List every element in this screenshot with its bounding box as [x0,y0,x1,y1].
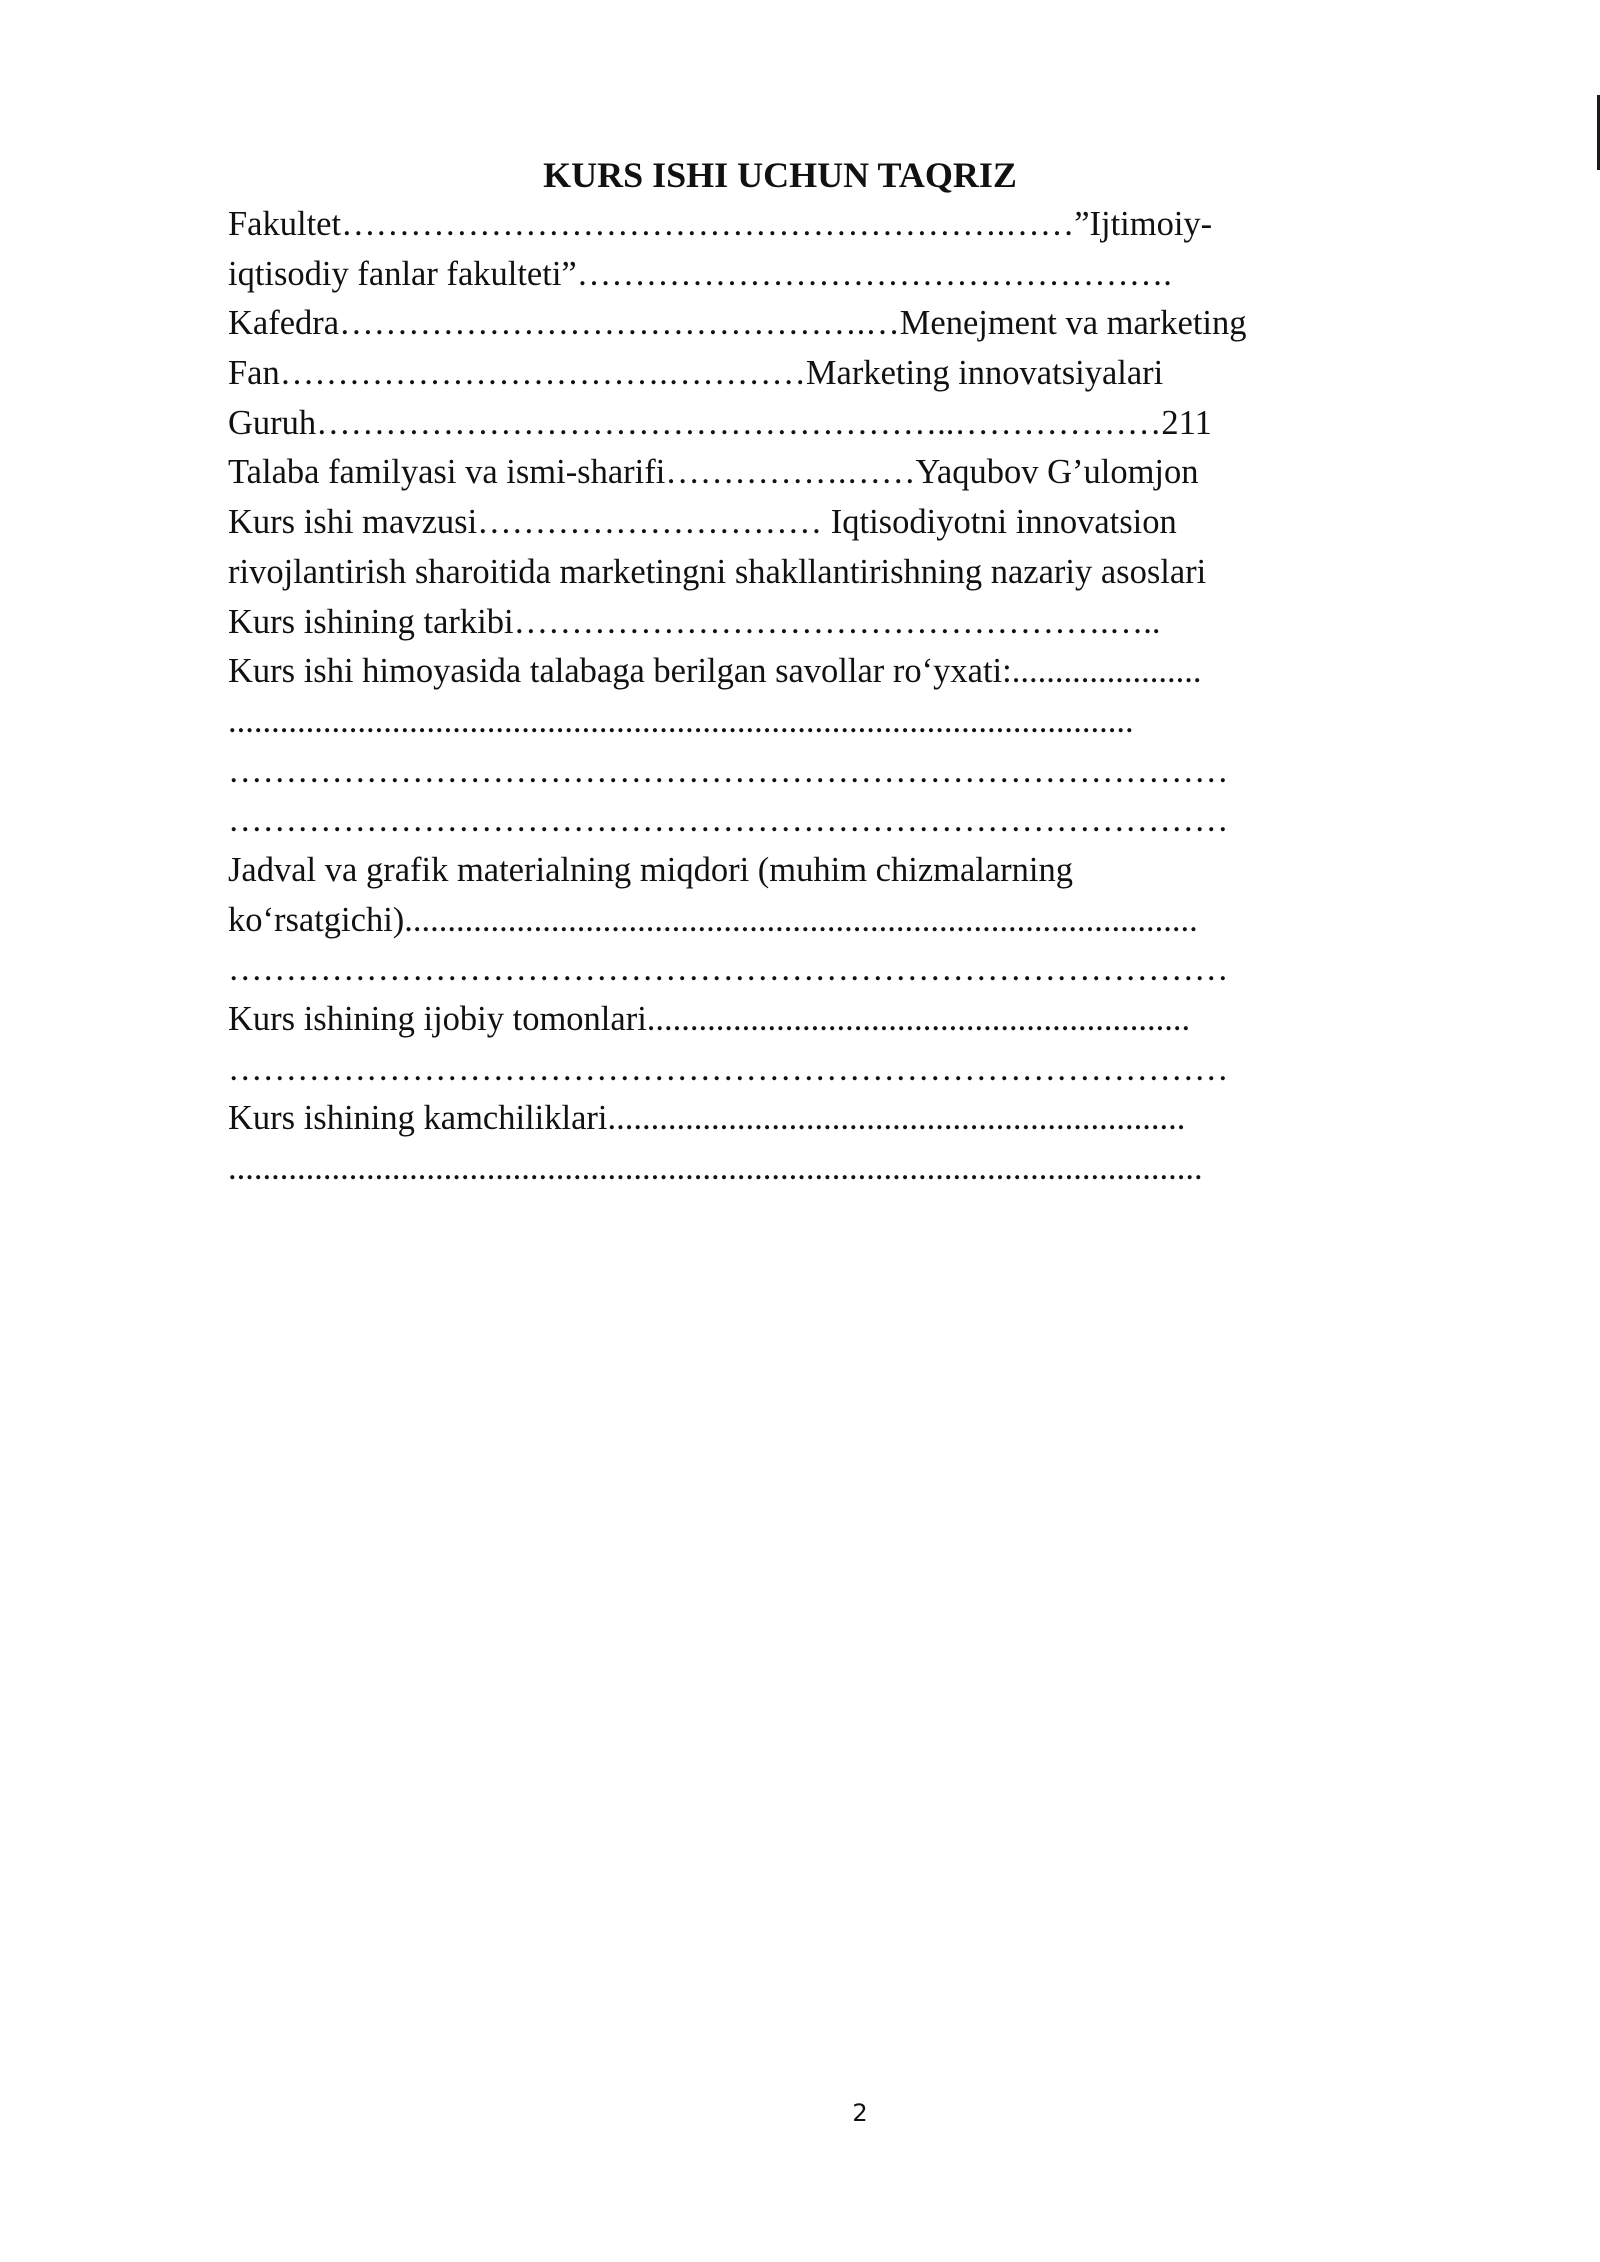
topic-line: Kurs ishi mavzusi………………………… Iqtisodiyotni innovatsion [228,503,1177,542]
faculty-line-continued: iqtisodiy fanlar fakulteti”……………………………………………. [228,254,1172,293]
department-line: Kafedra……………………………………….…Menejment va marketing [228,304,1247,343]
tables-graphics-line-continued: ko‘rsatgichi)............................................................................................ [228,900,1198,939]
subject-line: Fan…………………………….…………Marketing innovatsiyalari [228,354,1164,393]
blank-dotted-line: ......................................................................................................... [228,701,1134,740]
blank-dotted-line: ................................................................................................................. [228,1149,1203,1188]
review-title: KURS ISHI UCHUN TAQRIZ [543,155,1017,195]
structure-line: Kurs ishining tarkibi…………………………………………….….. [228,602,1161,641]
weaknesses-line: Kurs ishining kamchiliklari................................................................... [228,1099,1186,1138]
blank-dotted-line: …………………………………………………………………………… [228,801,1229,840]
blank-dotted-line: …………………………………………………………………………… [228,950,1229,989]
page-number: 2 [852,2099,868,2127]
blank-dotted-line: …………………………………………………………………………… [228,751,1229,790]
blank-dotted-line: …………………………………………………………………………… [228,1049,1229,1088]
strengths-line: Kurs ishining ijobiy tomonlari............................................................... [228,1000,1191,1038]
student-name-line: Talaba familyasi va ismi-sharifi…………….……Yaqubov G’ulomjon [228,453,1199,492]
defense-questions-line: Kurs ishi himoyasida talabaga berilgan savollar ro‘yxati:...................... [228,652,1202,691]
topic-line-continued: rivojlantirish sharoitida marketingni shakllantirishning nazariy asoslari [228,552,1207,591]
review-form-body [228,200,1308,1194]
group-line: Guruh………………………………………………..………………211 [228,403,1212,442]
faculty-line: Fakultet………………………………………………….……”Ijtimoiy- [228,205,1213,243]
tables-graphics-line: Jadval va grafik materialning miqdori (muhim chizmalarning [228,850,1073,889]
